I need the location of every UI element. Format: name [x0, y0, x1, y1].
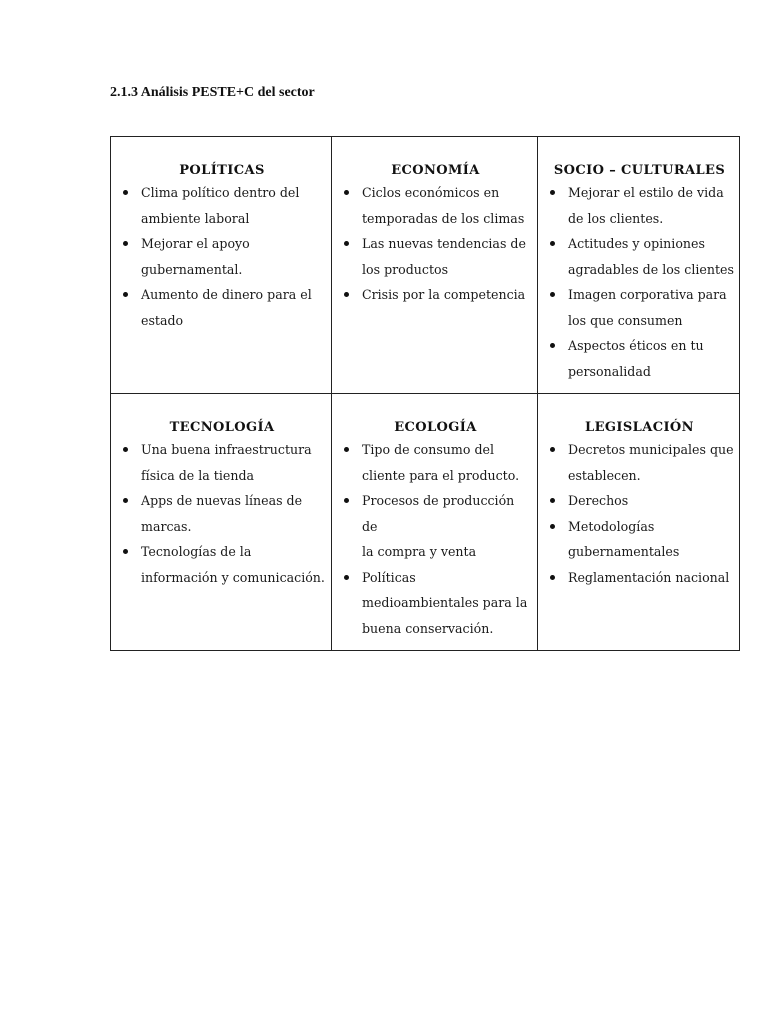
bullet-icon: [550, 498, 555, 503]
cell-title: ECOLOGÍA: [394, 420, 477, 435]
list-item-text: Decretos municipales que: [568, 442, 734, 457]
list-item: [117, 180, 327, 231]
bullet-icon: [344, 190, 349, 195]
cell-title: LEGISLACIÓN: [585, 420, 694, 435]
table-cell: [332, 394, 538, 651]
table-cell: [111, 394, 332, 651]
bullet-icon: [344, 575, 349, 580]
list-item-text: marcas.: [141, 518, 192, 534]
list-item-text: Políticas: [362, 569, 416, 585]
list-item-text: Actitudes y opiniones: [568, 236, 705, 251]
list-item-text: establecen.: [568, 467, 641, 483]
list-item: [544, 565, 735, 591]
bullet-icon: [123, 292, 128, 297]
bullet-list: [544, 180, 735, 384]
list-item-text: Tecnologías de la: [141, 544, 252, 559]
list-item: [544, 437, 735, 488]
cell-title: ECONOMÍA: [391, 163, 480, 178]
list-item-text: Procesos de producción de: [362, 493, 515, 534]
list-item: [117, 488, 327, 539]
list-item: [117, 539, 327, 590]
bullet-icon: [123, 498, 128, 503]
bullet-list: [117, 437, 327, 590]
section-heading: 2.1.3 Análisis PESTE+C del sector: [110, 85, 315, 100]
list-item-text: cliente para el producto.: [362, 467, 520, 483]
list-item: [338, 488, 533, 565]
table-cell: [332, 137, 538, 394]
cell-title: POLÍTICAS: [179, 163, 265, 178]
list-item-text: información y comunicación.: [141, 569, 325, 585]
list-item-text: Aumento de dinero para el: [141, 287, 312, 302]
list-item-text: Aspectos éticos en tu: [568, 338, 704, 353]
list-item-text: estado: [141, 312, 184, 328]
list-item-text: Una buena infraestructura: [141, 442, 312, 457]
table-row: [111, 137, 740, 394]
bullet-icon: [344, 241, 349, 246]
bullet-list: [338, 437, 533, 641]
list-item: [117, 437, 327, 488]
list-item: [544, 282, 735, 333]
bullet-icon: [550, 524, 555, 529]
list-item-text: gubernamental.: [141, 261, 243, 277]
cell-title: SOCIO – CULTURALES: [553, 163, 726, 178]
list-item-text: Mejorar el apoyo: [141, 236, 250, 251]
bullet-icon: [344, 498, 349, 503]
list-item-text: Mejorar el estilo de vida: [568, 185, 724, 200]
bullet-icon: [550, 343, 555, 348]
list-item-text: personalidad: [568, 363, 651, 379]
list-item: [544, 488, 735, 514]
list-item-text: Crisis por la competencia: [362, 287, 526, 302]
bullet-icon: [344, 292, 349, 297]
list-item-text: gubernamentales: [568, 544, 680, 559]
list-item: [544, 514, 735, 565]
table-cell: [538, 394, 740, 651]
list-item-text: Las nuevas tendencias de: [362, 236, 526, 251]
bullet-icon: [344, 447, 349, 452]
list-item: [117, 282, 327, 333]
list-item-text: medioambientales para la: [362, 595, 528, 610]
list-item: [117, 231, 327, 282]
bullet-icon: [123, 447, 128, 452]
bullet-icon: [550, 447, 555, 452]
list-item-text: la compra y venta: [362, 544, 477, 559]
table-cell: [538, 137, 740, 394]
bullet-icon: [123, 190, 128, 195]
list-item-text: Derechos: [568, 493, 629, 508]
bullet-list: [338, 180, 533, 308]
list-item: [338, 282, 533, 308]
cell-title: TECNOLOGÍA: [169, 420, 275, 435]
list-item: [544, 180, 735, 231]
list-item-text: temporadas de los climas: [362, 210, 525, 226]
bullet-icon: [550, 190, 555, 195]
bullet-list: [544, 437, 735, 590]
bullet-icon: [550, 292, 555, 297]
list-item: [544, 231, 735, 282]
table-cell: [111, 137, 332, 394]
list-item-text: Metodologías: [568, 518, 655, 534]
bullet-icon: [550, 575, 555, 580]
list-item-text: los que consumen: [568, 312, 683, 328]
list-item: [338, 231, 533, 282]
peste-table: [110, 136, 740, 651]
list-item-text: ambiente laboral: [141, 210, 250, 226]
list-item-text: física de la tienda: [141, 467, 255, 483]
list-item: [338, 180, 533, 231]
bullet-list: [117, 180, 327, 333]
list-item-text: los productos: [362, 261, 449, 277]
bullet-icon: [123, 549, 128, 554]
list-item-text: Apps de nuevas líneas de: [141, 493, 303, 508]
list-item-text: Imagen corporativa para: [568, 287, 727, 302]
bullet-icon: [123, 241, 128, 246]
bullet-icon: [550, 241, 555, 246]
list-item: [338, 565, 533, 642]
list-item: [338, 437, 533, 488]
list-item-text: de los clientes.: [568, 210, 664, 226]
list-item-text: Tipo de consumo del: [362, 442, 494, 457]
list-item: [544, 333, 735, 384]
list-item-text: Ciclos económicos en: [362, 185, 500, 200]
table-row: [111, 394, 740, 651]
list-item-text: buena conservación.: [362, 620, 494, 636]
list-item-text: agradables de los clientes: [568, 261, 734, 277]
list-item-text: Reglamentación nacional: [568, 569, 730, 585]
list-item-text: Clima político dentro del: [141, 185, 300, 200]
